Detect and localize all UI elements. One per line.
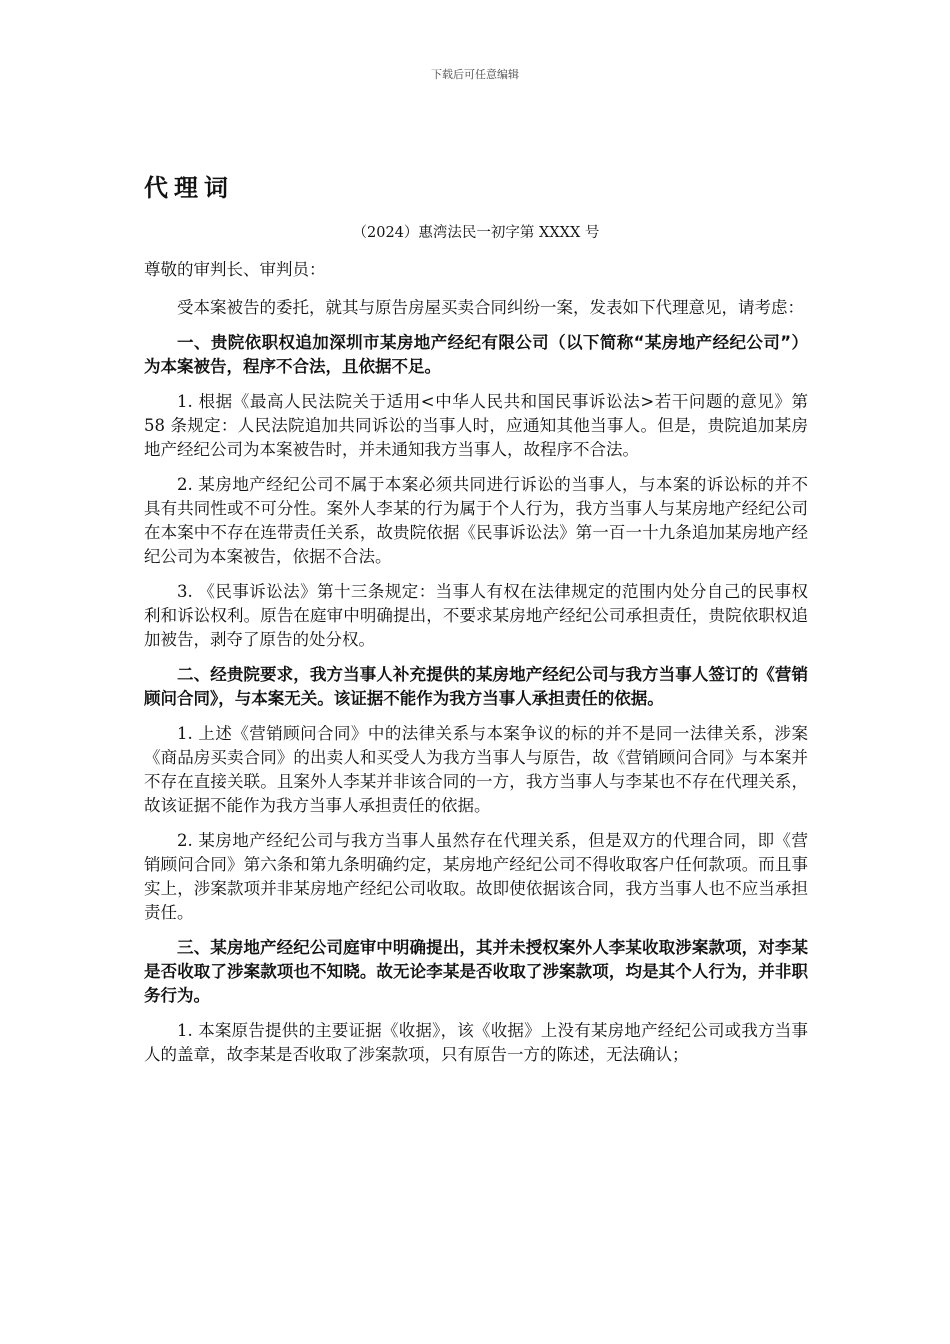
section-3-paragraph-1: 1. 本案原告提供的主要证据《收据》，该《收据》上没有某房地产经纪公司或我方当事人的盖章，故李某是否收取了涉案款项，只有原告一方的陈述，无法确认； bbox=[144, 1021, 808, 1064]
section-1-heading: 一、贵院依职权追加深圳市某房地产经纪有限公司（以下简称“某房地产经纪公司”）为本案被告，程序不合法，且依据不足。 bbox=[144, 333, 808, 376]
section-1-paragraph-1: 1. 根据《最高人民法院关于适用<中华人民共和国民事诉讼法>若干问题的意见》第 58 条规定：人民法院追加共同诉讼的当事人时，应通知其他当事人。但是，贵院追加某房地产经纪公司为本案被告时，并未通知我方当事人，故程序不合法。 bbox=[144, 392, 808, 459]
page-header: 下载后可任意编辑 bbox=[431, 68, 519, 81]
section-1-paragraph-3: 3. 《民事诉讼法》第十三条规定：当事人有权在法律规定的范围内处分自己的民事权利和诉讼权利。原告在庭审中明确提出，不要求某房地产经纪公司承担责任，贵院依职权追加被告，剥夺了原告的处分权。 bbox=[144, 582, 808, 649]
section-2-heading: 二、经贵院要求，我方当事人补充提供的某房地产经纪公司与我方当事人签订的《营销顾问合同》，与本案无关。该证据不能作为我方当事人承担责任的依据。 bbox=[144, 665, 808, 708]
document-title: 代理词 bbox=[144, 174, 234, 202]
section-3-heading: 三、某房地产经纪公司庭审中明确提出，其并未授权案外人李某收取涉案款项，对李某是否收取了涉案款项也不知晓。故无论李某是否收取了涉案款项，均是其个人行为，并非职务行为。 bbox=[144, 938, 808, 1005]
section-2-paragraph-2: 2. 某房地产经纪公司与我方当事人虽然存在代理关系，但是双方的代理合同，即《营销顾问合同》第六条和第九条明确约定，某房地产经纪公司不得收取客户任何款项。而且事实上，涉案款项并非某房地产经纪公司收取。故即使依据该合同，我方当事人也不应当承担责任。 bbox=[144, 831, 808, 922]
section-2-paragraph-1: 1. 上述《营销顾问合同》中的法律关系与本案争议的标的并不是同一法律关系，涉案《商品房买卖合同》的出卖人和买受人为我方当事人与原告，故《营销顾问合同》与本案并不存在直接关联。且案外人李某并非该合同的一方，我方当事人与李某也不存在代理关系，故该证据不能作为我方当事人承担责任的依据。 bbox=[144, 724, 808, 815]
salutation: 尊敬的审判长、审判员： bbox=[144, 260, 326, 279]
section-1-paragraph-2: 2. 某房地产经纪公司不属于本案必须共同进行诉讼的当事人，与本案的诉讼标的并不具有共同性或不可分性。案外人李某的行为属于个人行为，我方当事人与某房地产经纪公司在本案中不存在连带责任关系，故贵院依据《民事诉讼法》第一百一十九条追加某房地产经纪公司为本案被告，依据不合法。 bbox=[144, 475, 808, 566]
intro-paragraph: 受本案被告的委托，就其与原告房屋买卖合同纠纷一案，发表如下代理意见，请考虑： bbox=[177, 298, 804, 317]
document-body bbox=[144, 168, 808, 1078]
case-number: （2024）惠湾法民一初字第 XXXX 号 bbox=[352, 225, 600, 241]
